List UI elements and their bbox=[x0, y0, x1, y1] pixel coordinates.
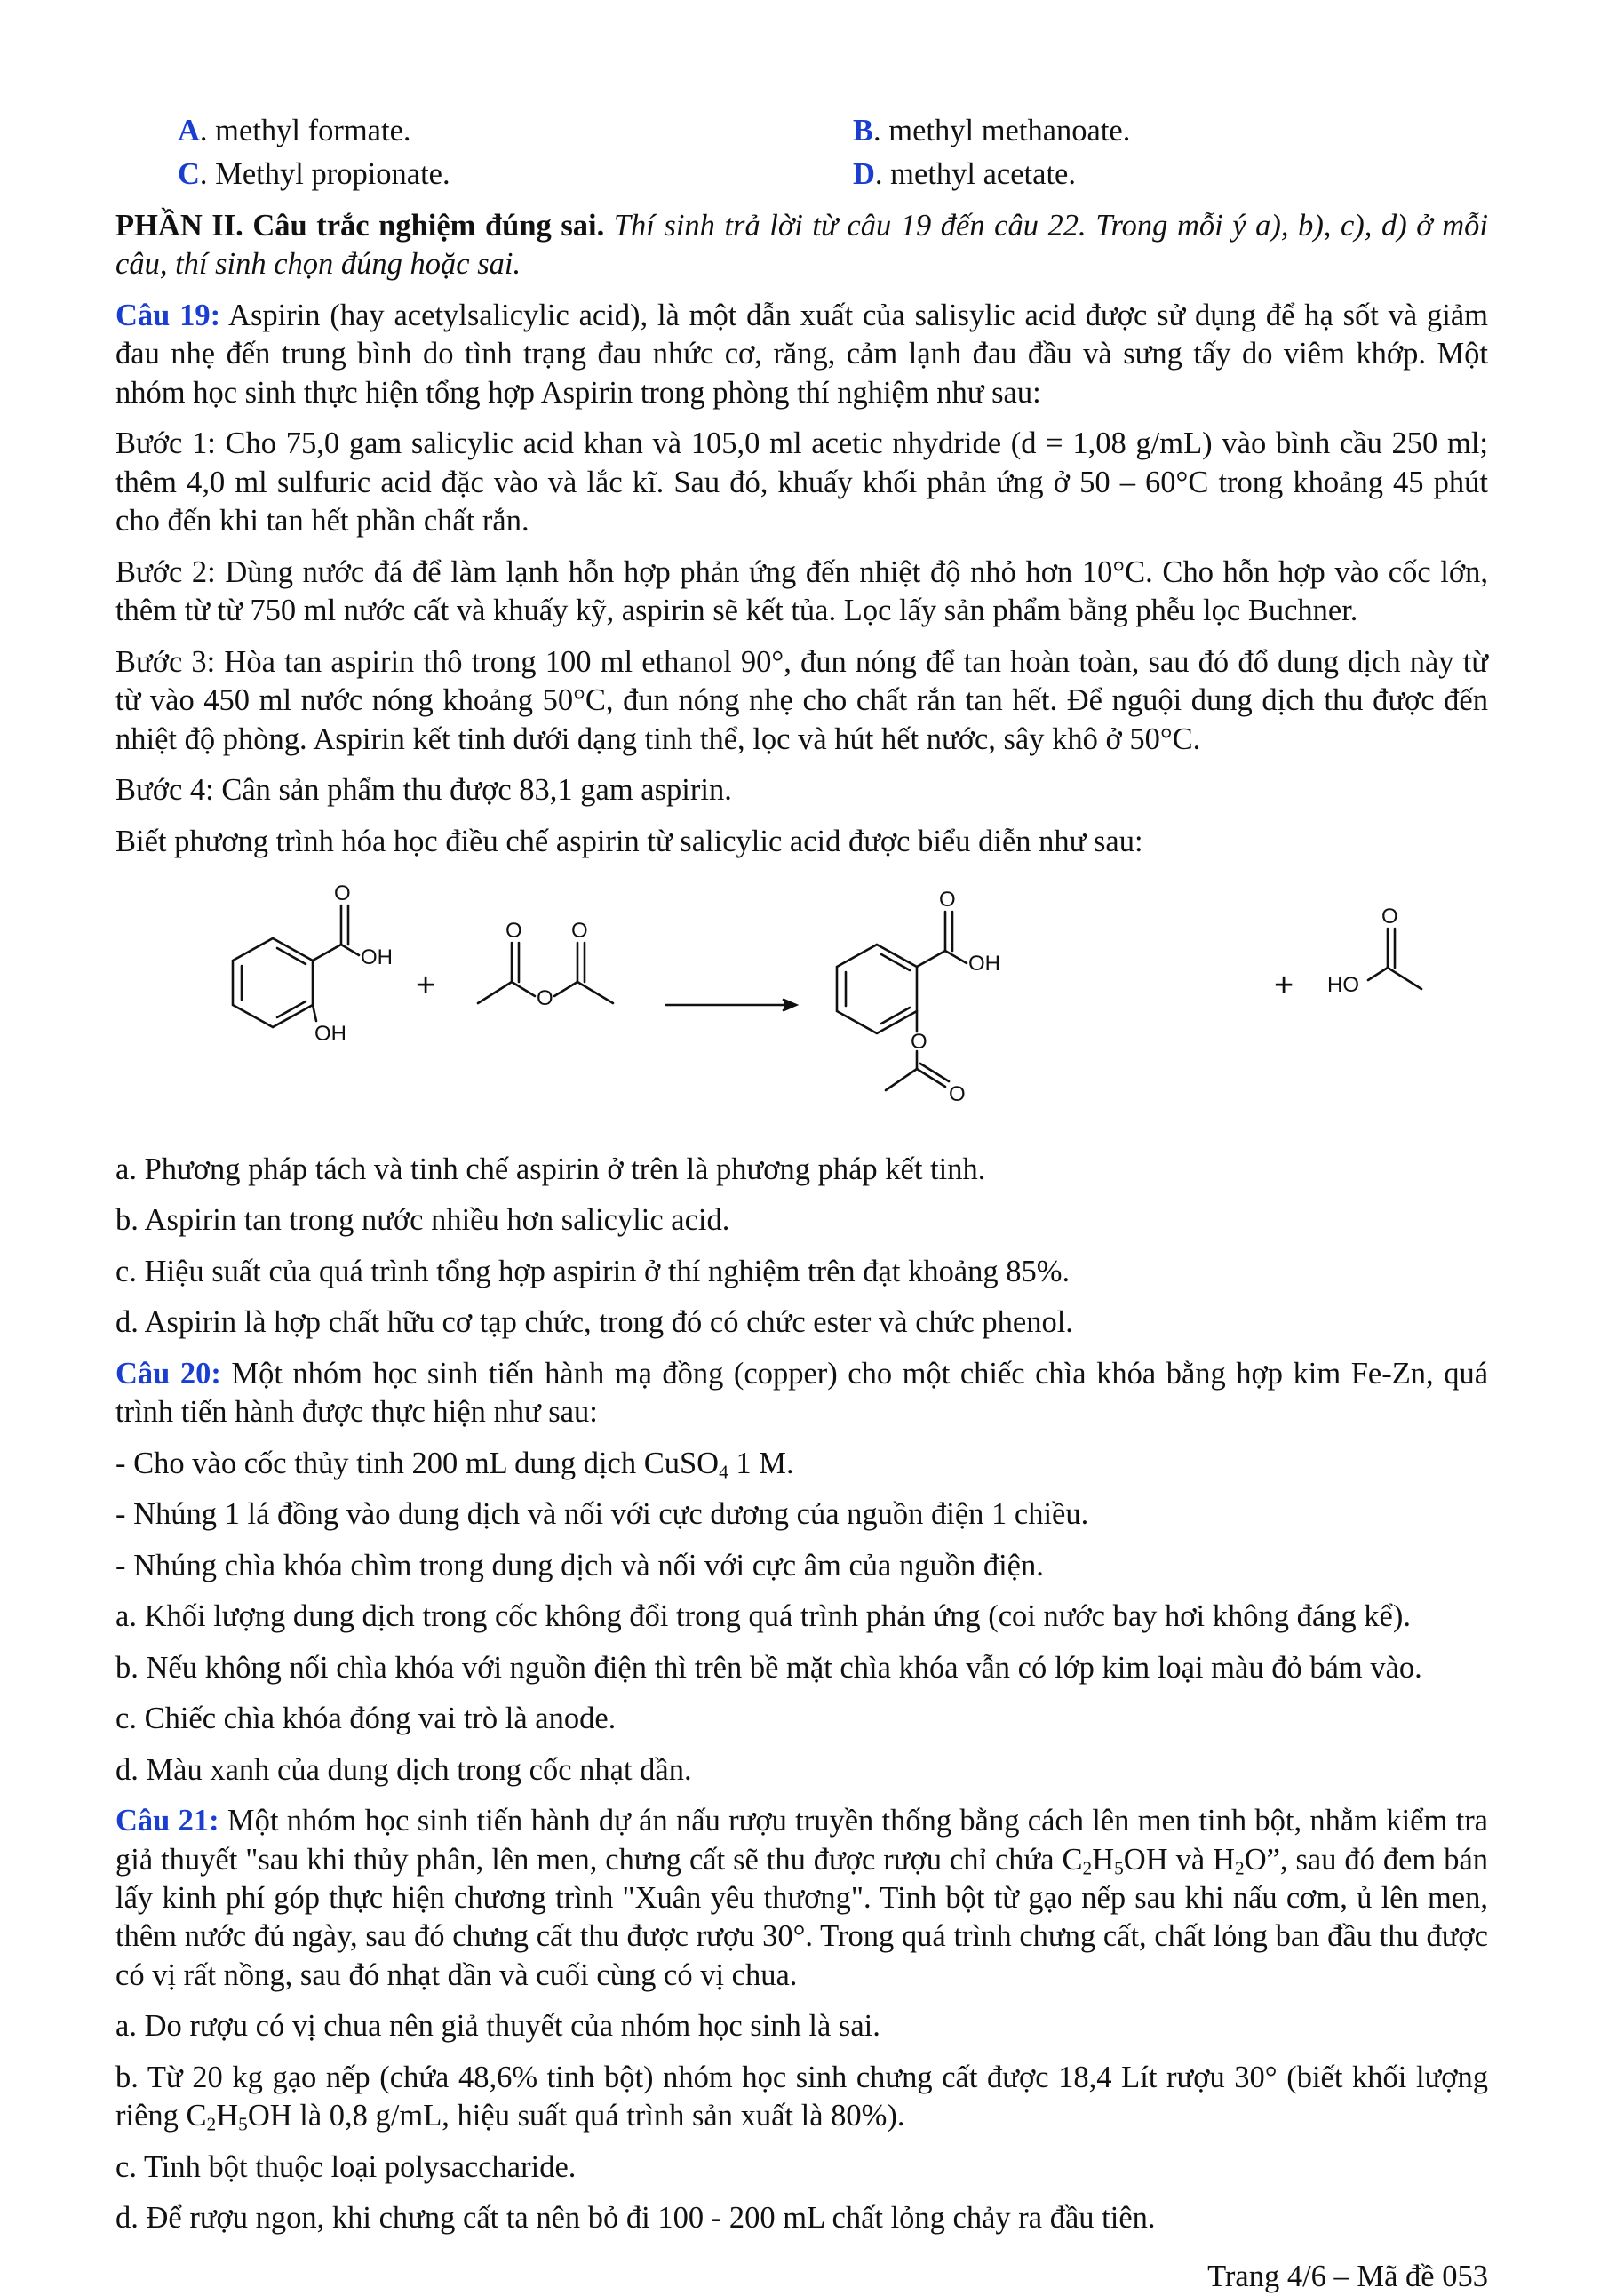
part2-heading: PHẦN II. Câu trắc nghiệm đúng sai. Thí sinh trả lời từ câu 19 đến câu 22. Trong mỗi ý a), b), c), d) ở mỗi câu, thí sinh chọn đúng hoặc sai. bbox=[115, 208, 1488, 282]
plus-sign-1: + bbox=[416, 966, 436, 1004]
q19-step2: Bước 2: Dùng nước đá để làm lạnh hỗn hợp phản ứng đến nhiệt độ nhỏ hơn 10°C. Cho hỗn hợp vào cốc lớn, thêm từ từ 750 ml nước cất và khuấy kỹ, aspirin sẽ kết tủa. Lọc lấy sản phẩm bằng phễu lọc Buchner. bbox=[115, 554, 1488, 628]
q20-step2: - Nhúng 1 lá đồng vào dung dịch và nối với cực dương của nguồn điện 1 chiều. bbox=[115, 1497, 1089, 1532]
q20-statement-b: b. Nếu không nối chìa khóa với nguồn điện thì trên bề mặt chìa khóa vẫn có lớp kim loại màu đỏ bám vào. bbox=[115, 1650, 1422, 1685]
question-20-label: Câu 20: bbox=[115, 1356, 221, 1391]
salicylic-acid-oh: OH bbox=[361, 945, 393, 969]
exam-page bbox=[115, 112, 1488, 2296]
anhydride-bridge-o: O bbox=[537, 985, 553, 1010]
q21-statement-a: a. Do rượu có vị chua nên giả thuyết của nhóm học sinh là sai. bbox=[115, 2009, 880, 2044]
question-19-intro: Câu 19: Aspirin (hay acetylsalicylic acid), là một dẫn xuất của salisylic acid được sử dụng để hạ sốt và giảm đau nhẹ đến trung bình do tình trạng đau nhức cơ, răng, cảm lạnh đau đầu và sưng tấy do viêm khớp. Một nhóm học sinh thực hiện tổng hợp Aspirin trong phòng thí nghiệm như sau: bbox=[115, 298, 1488, 410]
question-19-label: Câu 19: bbox=[115, 298, 221, 332]
reaction-scheme-svg bbox=[215, 872, 1494, 1138]
q20-step1: - Cho vào cốc thủy tinh 200 mL dung dịch CuSO$_4$ 1 M. bbox=[115, 1446, 794, 1483]
acetic-acid-o: O bbox=[1381, 904, 1398, 929]
q21-statement-b: b. Từ 20 kg gạo nếp (chứa 48,6% tinh bột) nhóm học sinh chưng cất được 18,4 Lít rượu 30° (biết khối lượng riêng $C_2H_5OH$ là 0,8 g/mL, hiệu suất quá trình sản xuất là 80%). bbox=[115, 2060, 1488, 2135]
q20-statement-d: d. Màu xanh của dung dịch trong cốc nhạt dần. bbox=[115, 1752, 692, 1787]
question-20-intro: Câu 20: Một nhóm học sinh tiến hành mạ đồng (copper) cho một chiếc chìa khóa bằng hợp kim Fe-Zn, quá trình tiến hành được thực hiện như sau: bbox=[115, 1356, 1489, 1430]
anhydride-o-left: O bbox=[505, 918, 522, 943]
q19-step4: Bước 4: Cân sản phẩm thu được 83,1 gam aspirin. bbox=[115, 773, 732, 808]
q20-statement-c: c. Chiếc chìa khóa đóng vai trò là anode. bbox=[115, 1702, 617, 1736]
q19-statement-d: d. Aspirin là hợp chất hữu cơ tạp chức, trong đó có chức ester và chức phenol. bbox=[115, 1305, 1073, 1340]
acetic-acid-ho: HO bbox=[1327, 972, 1359, 997]
q19-statement-a: a. Phương pháp tách và tinh chế aspirin ở trên là phương pháp kết tinh. bbox=[115, 1152, 986, 1186]
question-21-intro: Câu 21: Một nhóm học sinh tiến hành dự án nấu rượu truyền thống bằng cách lên men tinh bột, nhằm kiểm tra giả thuyết "sau khi thủy phân, lên men, chưng cất sẽ thu được rượu chỉ chứa $C_2H_5OH$ và $H_2O$”, sau đó đem bán lấy kinh phí góp thực hiện chương trình "Xuân yêu thương". Tinh bột từ gạo nếp sau khi nấu cơm, ủ lên men, thêm nước đủ ngày, sau đó chưng cất thu được rượu 30°. Trong quá trình chưng cất, chất lỏng ban đầu thu được có vị rất nồng, sau đó nhạt dần và cuối cùng có vị chua. bbox=[115, 1804, 1489, 1992]
salicylic-carbonyl-o: O bbox=[334, 881, 351, 905]
q19-statement-c: c. Hiệu suất của quá trình tổng hợp aspirin ở thí nghiệm trên đạt khoảng 85%. bbox=[115, 1254, 1071, 1288]
answer-options bbox=[178, 112, 1488, 195]
aspirin-carbonyl-o: O bbox=[939, 887, 956, 912]
q20-step3: - Nhúng chìa khóa chìm trong dung dịch và nối với cực âm của nguồn điện. bbox=[115, 1548, 1044, 1582]
q19-step3: Bước 3: Hòa tan aspirin thô trong 100 ml ethanol 90°, đun nóng để tan hoàn toàn, sau đó đổ dung dịch này từ từ vào 450 ml nước nóng khoảng 50°C, đun nóng nhẹ cho chất rắn tan hết. Để nguội dung dịch thu được đến nhiệt độ phòng. Aspirin kết tinh dưới dạng tinh thể, lọc và hút hết nước, sây khô ở 50°C. bbox=[115, 644, 1488, 756]
option-d: D. methyl acetate. bbox=[853, 157, 1076, 192]
salicylic-phenol-oh: OH bbox=[314, 1021, 346, 1046]
q19-equation-intro: Biết phương trình hóa học điều chế aspirin từ salicylic acid được biểu diễn như sau: bbox=[115, 824, 1143, 858]
aspirin-reaction-scheme bbox=[215, 872, 1488, 1138]
option-c: C. Methyl propionate. bbox=[178, 157, 450, 192]
q20-statement-a: a. Khối lượng dung dịch trong cốc không đổi trong quá trình phản ứng (coi nước bay hơi không đáng kể). bbox=[115, 1599, 1411, 1634]
q19-step1: Bước 1: Cho 75,0 gam salicylic acid khan và 105,0 ml acetic nhydride (d = 1,08 g/mL) vào bình cầu 250 ml; thêm 4,0 ml sulfuric acid đặc vào và lắc kĩ. Sau đó, khuấy khối phản ứng ở 50 – 60°C trong khoảng 45 phút cho đến khi tan hết phần chất rắn. bbox=[115, 427, 1488, 538]
option-b: B. methyl methanoate. bbox=[853, 114, 1131, 147]
q21-statement-d: d. Để rượu ngon, khi chưng cất ta nên bỏ đi 100 - 200 mL chất lỏng chảy ra đầu tiên. bbox=[115, 2201, 1156, 2236]
aspirin-oh: OH bbox=[968, 951, 1000, 976]
aspirin-ester-o: O bbox=[911, 1029, 927, 1054]
option-a: A. methyl formate. bbox=[178, 114, 411, 147]
q21-statement-c: c. Tinh bột thuộc loại polysaccharide. bbox=[115, 2149, 577, 2184]
anhydride-o-right: O bbox=[571, 918, 588, 943]
q19-statement-b: b. Aspirin tan trong nước nhiều hơn salicylic acid. bbox=[115, 1203, 730, 1238]
page-footer: Trang 4/6 – Mã đề 053 bbox=[1207, 2259, 1488, 2293]
question-21-label: Câu 21: bbox=[115, 1804, 219, 1838]
aspirin-acetyl-o: O bbox=[949, 1081, 966, 1106]
plus-sign-2: + bbox=[1274, 966, 1294, 1004]
